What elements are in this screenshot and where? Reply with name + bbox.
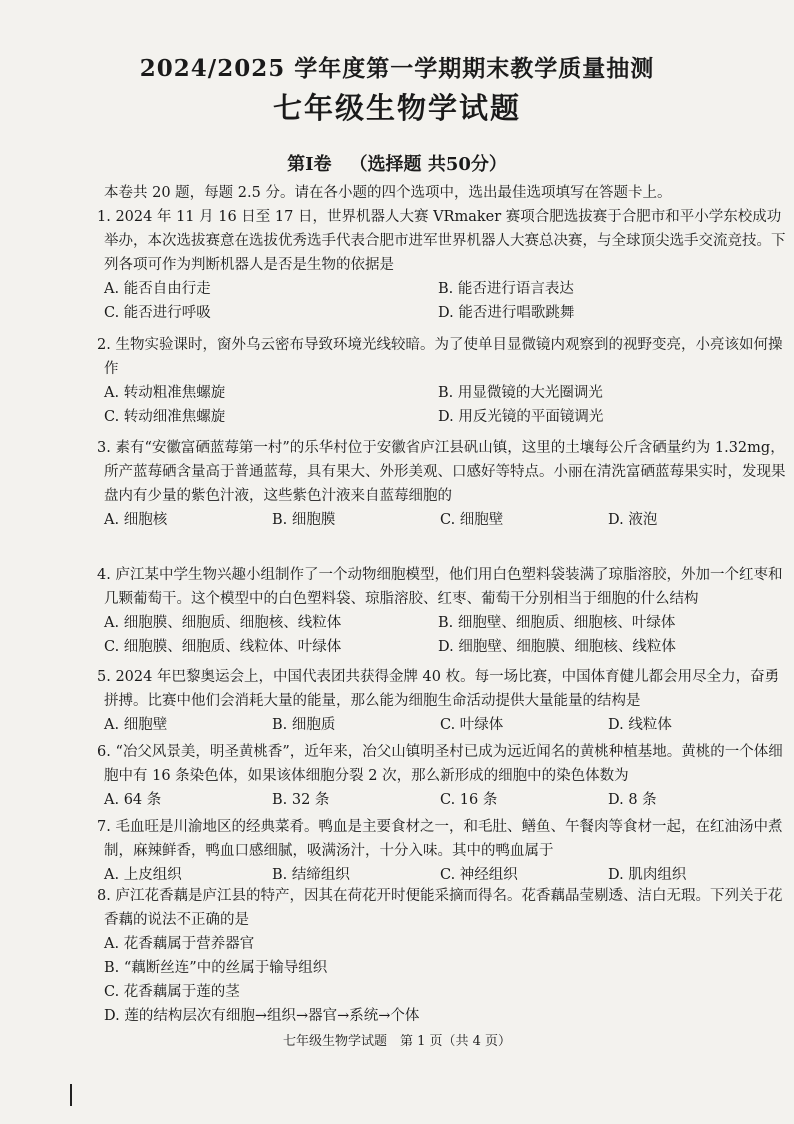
options — [104, 381, 788, 429]
option-a: A. 转动粗准焦螺旋 — [104, 385, 226, 401]
question-7 — [97, 815, 788, 887]
option-b: B. 能否进行语言表达 — [438, 281, 574, 297]
options — [104, 713, 788, 737]
question-stem: 3. 素有“安徽富硒蓝莓第一村”的乐华村位于安徽省庐江县矾山镇，这里的土壤每公斤含硒量约为 1.32mg，所产蓝莓硒含量高于普通蓝莓，具有果大、外形美观、口感好等特点。小丽在清洗富硒蓝莓果实时，发现果盘内有少量的紫色汁液，这些紫色汁液来自蓝莓细胞的 — [97, 440, 786, 504]
option-d: D. 用反光镜的平面镜调光 — [438, 409, 604, 425]
question-stem: 2. 生物实验课时，窗外乌云密布导致环境光线较暗。为了使单目显微镜内观察到的视野变亮，小亮该如何操作 — [97, 337, 783, 377]
question-3 — [97, 436, 788, 532]
question-5 — [97, 665, 788, 737]
question-2 — [97, 333, 788, 429]
options — [104, 277, 788, 325]
section-subtitle: （选择题 共50分） — [349, 154, 507, 175]
option-d: D. 8 条 — [608, 792, 657, 808]
option-b: B. 细胞质 — [272, 717, 336, 733]
question-stem: 8. 庐江花香藕是庐江县的特产，因其在荷花开时便能采摘而得名。花香藕晶莹剔透、洁白无瑕。下列关于花香藕的说法不正确的是 — [97, 888, 783, 928]
option-c: C. 神经组织 — [440, 867, 518, 883]
options — [104, 932, 788, 1028]
option-a: A. 能否自由行走 — [104, 281, 211, 297]
options — [104, 788, 788, 812]
option-c: C. 细胞膜、细胞质、线粒体、叶绿体 — [104, 639, 342, 655]
question-stem: 7. 毛血旺是川渝地区的经典菜肴。鸭血是主要食材之一，和毛肚、鳝鱼、午餐肉等食材一起，在红油汤中煮制，麻辣鲜香，鸭血口感细腻，吸满汤汁，十分入味。其中的鸭血属于 — [97, 819, 783, 859]
option-d: D. 能否进行唱歌跳舞 — [438, 305, 575, 321]
question-stem: 1. 2024 年 11 月 16 日至 17 日，世界机器人大赛 VRmaker 赛项合肥选拔赛于合肥市和平小学东校成功举办，本次选拔赛意在选拔优秀选手代表合肥市进军世界机器人大赛总决赛，与全球顶尖选手交流竞技。下列各项可作为判断机器人是否是生物的依据是 — [97, 209, 786, 273]
exam-title-line1: 2024/2025 学年度第一学期期末教学质量抽测 — [139, 55, 655, 82]
option-b: B. 细胞壁、细胞质、细胞核、叶绿体 — [438, 615, 676, 631]
option-a: A. 细胞核 — [104, 512, 168, 528]
question-stem: 5. 2024 年巴黎奥运会上，中国代表团共获得金牌 40 枚。每一场比赛，中国体育健儿都会用尽全力，奋勇拼搏。比赛中他们会消耗大量的能量，那么能为细胞生命活动提供大量能量的结构是 — [97, 669, 780, 709]
option-c: C. 能否进行呼吸 — [104, 305, 211, 321]
option-b: B. 细胞膜 — [272, 512, 336, 528]
option-c: C. 细胞壁 — [440, 512, 504, 528]
option-d: D. 莲的结构层次有细胞→组织→器官→系统→个体 — [104, 1008, 420, 1024]
option-a: A. 花香藕属于营养器官 — [104, 936, 255, 952]
option-a: A. 64 条 — [104, 792, 162, 808]
option-a: A. 上皮组织 — [104, 867, 182, 883]
question-4 — [97, 563, 788, 659]
instructions: 本卷共 20 题，每题 2.5 分。请在各小题的四个选项中，选出最佳选项填写在答题卡上。 — [104, 185, 672, 201]
question-6 — [97, 740, 788, 812]
option-d: D. 肌肉组织 — [608, 867, 687, 883]
margin-mark — [70, 1084, 72, 1106]
option-a: A. 细胞壁 — [104, 717, 168, 733]
question-stem: 4. 庐江某中学生物兴趣小组制作了一个动物细胞模型，他们用白色塑料袋装满了琼脂溶胶，外加一个红枣和几颗葡萄干。这个模型中的白色塑料袋、琼脂溶胶、红枣、葡萄干分别相当于细胞的什么结构 — [97, 567, 783, 607]
option-b: B. 32 条 — [272, 792, 330, 808]
option-a: A. 细胞膜、细胞质、细胞核、线粒体 — [104, 615, 342, 631]
question-8 — [97, 884, 788, 1028]
options — [104, 508, 788, 532]
option-c: C. 花香藕属于莲的茎 — [104, 984, 240, 1000]
question-stem: 6. “冶父风景美，明圣黄桃香”，近年来，冶父山镇明圣村已成为远近闻名的黄桃种植基地。黄桃的一个体细胞中有 16 条染色体，如果该体细胞分裂 2 次，那么新形成的细胞中的染色体数为 — [97, 744, 783, 784]
option-d: D. 液泡 — [608, 512, 658, 528]
page-footer: 七年级生物学试题 第 1 页（共 4 页） — [282, 1034, 512, 1049]
option-d: D. 细胞壁、细胞膜、细胞核、线粒体 — [438, 639, 676, 655]
option-b: B. 结缔组织 — [272, 867, 350, 883]
option-c: C. 叶绿体 — [440, 717, 504, 733]
section-title: 第Ⅰ卷 — [287, 154, 332, 175]
option-c: C. 转动细准焦螺旋 — [104, 409, 226, 425]
option-c: C. 16 条 — [440, 792, 498, 808]
question-1 — [97, 205, 788, 325]
options — [104, 611, 788, 659]
option-b: B. “藕断丝连”中的丝属于输导组织 — [104, 960, 328, 976]
option-b: B. 用显微镜的大光圈调光 — [438, 385, 603, 401]
section-heading — [0, 150, 794, 176]
exam-title-line2: 七年级生物学试题 — [272, 91, 521, 125]
option-d: D. 线粒体 — [608, 717, 672, 733]
